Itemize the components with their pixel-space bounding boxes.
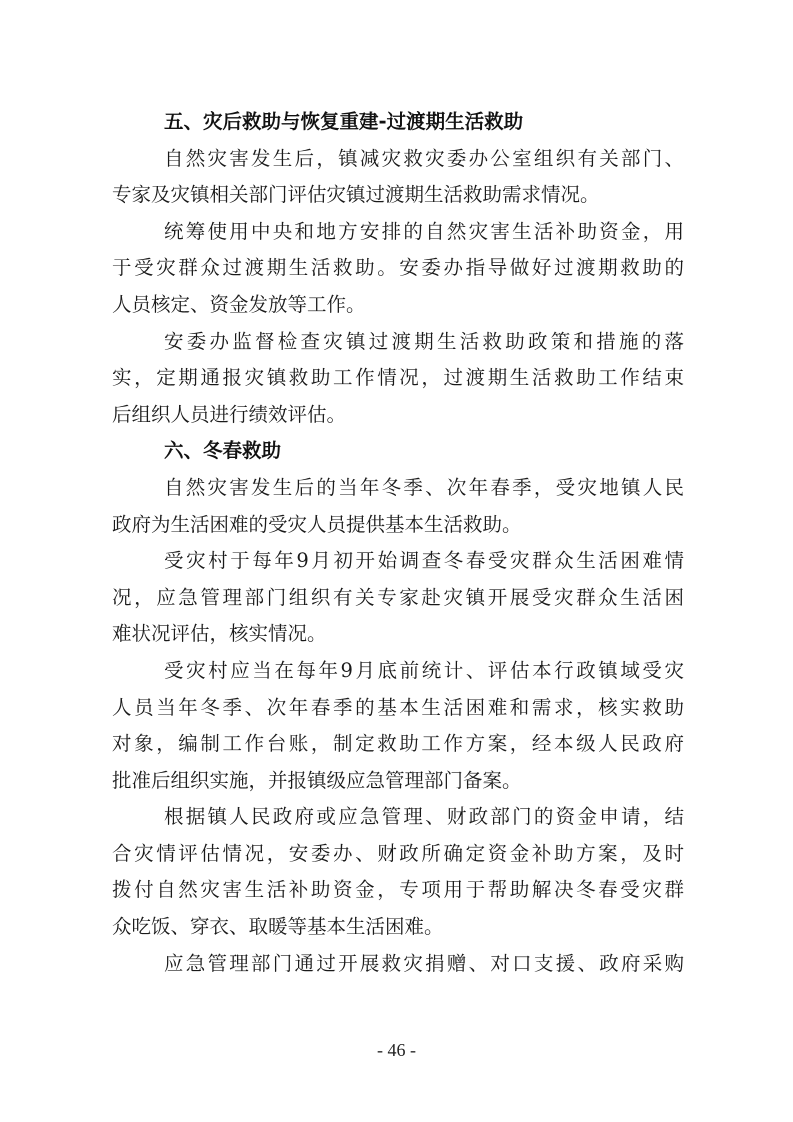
section-heading-6: 六、冬春救助	[164, 439, 282, 463]
paragraph-line: 政府为生活困难的受灾人员提供基本生活救助。	[112, 512, 522, 536]
paragraph-line: 后组织人员进行绩效评估。	[112, 402, 347, 426]
paragraph-line: 合灾情评估情况，安委办、财政所确定资金补助方案，及时	[112, 841, 684, 865]
paragraph-line: 众吃饭、穿衣、取暖等基本生活困难。	[112, 915, 444, 939]
paragraph	[112, 799, 684, 945]
paragraph-line: 专家及灾镇相关部门评估灾镇过渡期生活救助需求情况。	[112, 183, 600, 207]
paragraph-line: 况，应急管理部门组织有关专家赴灾镇开展受灾群众生活困	[112, 585, 684, 609]
paragraph-line: 对象，编制工作台账，制定救助工作方案，经本级人民政府	[112, 732, 684, 756]
paragraph-line: 自然灾害发生后，镇减灾救灾委办公室组织有关部门、	[164, 146, 684, 170]
paragraph-line: 难状况评估，核实情况。	[112, 622, 327, 646]
paragraph	[112, 543, 684, 653]
paragraph-line: 根据镇人民政府或应急管理、财政部门的资金申请，结	[164, 805, 684, 829]
paragraph-line: 安委办监督检查灾镇过渡期生活救助政策和措施的落	[164, 329, 684, 353]
paragraph-line: 实，定期通报灾镇救助工作情况，过渡期生活救助工作结束	[112, 366, 684, 390]
paragraph	[112, 653, 684, 799]
paragraph-line: 统筹使用中央和地方安排的自然灾害生活补助资金，用	[164, 219, 684, 243]
paragraph-line: 应急管理部门通过开展救灾捐赠、对口支援、政府采购	[164, 951, 684, 975]
paragraph-line: 批准后组织实施，并报镇级应急管理部门备案。	[112, 768, 522, 792]
paragraph-line: 人员当年冬季、次年春季的基本生活困难和需求，核实救助	[112, 695, 684, 719]
paragraph-line: 于受灾群众过渡期生活救助。安委办指导做好过渡期救助的	[112, 256, 684, 280]
paragraph	[112, 946, 684, 983]
paragraph-line: 受灾村应当在每年9月底前统计、评估本行政镇域受灾	[164, 658, 684, 682]
paragraph-line: 受灾村于每年9月初开始调查冬春受灾群众生活困难情	[164, 549, 684, 573]
paragraph	[112, 141, 684, 214]
paragraph	[112, 324, 684, 434]
page-number: - 46 -	[377, 1040, 416, 1060]
paragraph-line: 拨付自然灾害生活补助资金，专项用于帮助解决冬春受灾群	[112, 878, 684, 902]
document-body	[112, 104, 684, 982]
paragraph	[112, 470, 684, 543]
paragraph	[112, 214, 684, 324]
paragraph-line: 人员核定、资金发放等工作。	[112, 292, 366, 316]
section-heading-5: 五、灾后救助与恢复重建-过渡期生活救助	[164, 110, 524, 133]
paragraph-line: 自然灾害发生后的当年冬季、次年春季，受灾地镇人民	[164, 475, 684, 499]
